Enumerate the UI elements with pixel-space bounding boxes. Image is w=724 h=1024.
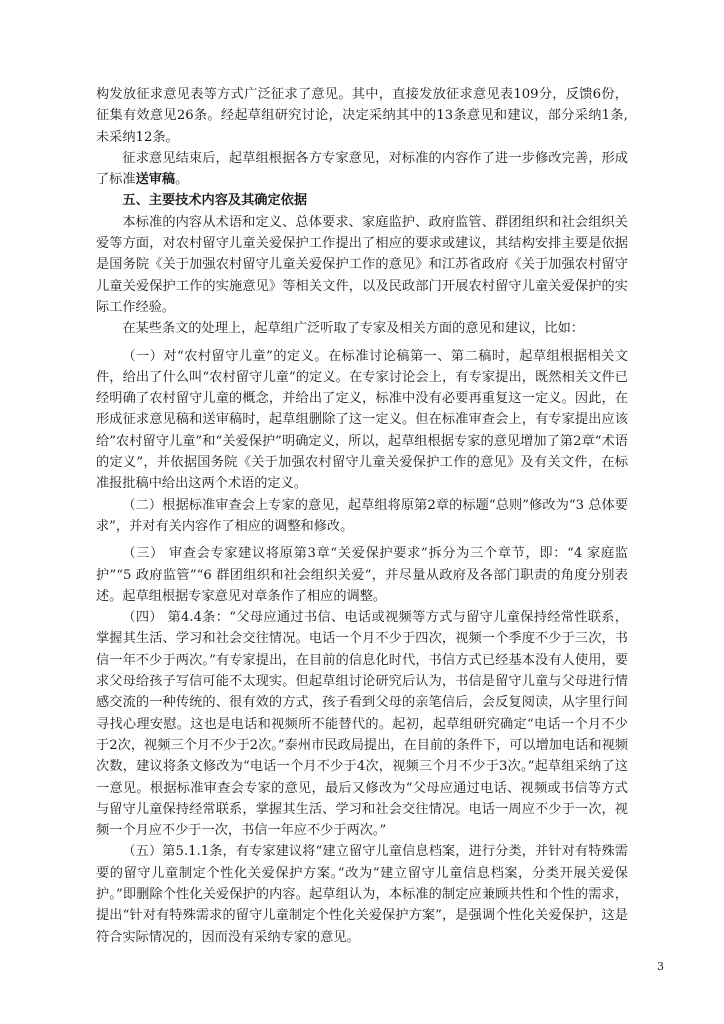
paragraph-expert-opinions: 在某些条文的处理上，起草组广泛听取了专家及相关方面的意见和建议，比如： — [122, 321, 584, 337]
paragraph-text: 征求意见结束后，起草组根据各方专家意见，对标准的内容作了进一步修改完善，形成了标准 — [96, 150, 628, 188]
page-number: 3 — [657, 960, 664, 973]
paragraph-item-4: （四） 第4.4条：“父母应通过书信、电话或视频等方式与留守儿童保持经常性联系，掌握其生活、学习和社会交往情况。电话一个月不少于四次，视频一个季度不少于三次，书信一年不少于两次。”有专家提出，在目前的信息化时代，书信方式已经基本没有人使用，要求父母给孩子写信可能不太现实。但起草组讨论研究后认为，书信是留守儿童与父母进行情感交流的一种传统的、很有效的方式，孩子看到父母的亲笔信后，会反复阅读，从字里行间寻找心理安慰。这也是电话和视频所不能替代的。起初，起草组研究确定“电话一个月不少于2次，视频三个月不少于2次。”泰州市民政局提出，在目前的条件下，可以增加电话和视频次数，建议将条文修改为“电话一个月不少于4次，视频三个月不少于3次。”起草组采纳了这一意见。根据标准审查会专家的意见，最后又修改为“父母应通过电话、视频或书信等方式与留守儿童保持经常联系，掌握其生活、学习和社会交往情况。电话一周应不少于一次，视频一个月应不少于一次，书信一年应不少于两次。” — [96, 610, 628, 839]
paragraph-feedback-summary: 构发放征求意见表等方式广泛征求了意见。其中，直接发放征求意见表109分，反馈6份，征集有效意见26条。经起草组研究讨论，决定采纳其中的13条意见和建议，部分采纳1条,未采纳12条。 — [96, 87, 628, 145]
bold-term: 送审稿 — [135, 172, 176, 188]
paragraph-item-2: （二）根据标准审查会上专家的意见，起草组将原第2章的标题“总则”修改为“3 总体要求”，并对有关内容作了相应的调整和修改。 — [96, 497, 628, 534]
section-heading: 五、主要技术内容及其确定依据 — [122, 193, 308, 209]
paragraph-item-5: （五）第5.1.1条，有专家建议将“建立留守儿童信息档案，进行分类，并针对有特殊需要的留守儿童制定个性化关爱保护方案。”改为“建立留守儿童信息档案，分类开展关爱保护。”即删除个性化关爱保护的内容。起草组认为，本标准的制定应兼顾共性和个性的需求，提出“针对有特殊需求的留守儿童制定个性化关爱保护方案”，是强调个性化关爱保护，这是符合实际情况的，因而没有采纳专家的意见。 — [96, 844, 628, 945]
paragraph-content-basis: 本标准的内容从术语和定义、总体要求、家庭监护、政府监管、群团组织和社会组织关爱等方面，对农村留守儿童关爱保护工作提出了相应的要求或建议，其结构安排主要是依据是国务院《关于加强农村留守儿童关爱保护工作的意见》和江苏省政府《关于加强农村留守儿童关爱保护工作的实施意见》等相关文件，以及民政部门开展农村留守儿童关爱保护的实际工作经验。 — [96, 214, 628, 315]
paragraph-text: 。 — [175, 172, 189, 188]
paragraph-item-3: （三） 审查会专家建议将原第3章“关爱保护要求”拆分为三个章节，即：“4 家庭监护”“5 政府监管”“6 群团组织和社会组织关爱”，并尽量从政府及各部门职责的角度分别表述。起草组根据专家意见对章条作了相应的调整。 — [96, 546, 628, 604]
paragraph-draft-formed — [96, 148, 628, 191]
paragraph-item-1: （一）对“农村留守儿童”的定义。在标准讨论稿第一、第二稿时，起草组根据相关文件，给出了什么叫“农村留守儿童”的定义。在专家讨论会上，有专家提出，既然相关文件已经明确了农村留守儿童的概念，并给出了定义，标准中没有必要再重复这一定义。因此，在形成征求意见稿和送审稿时，起草组删除了这一定义。但在标准审查会上，有专家提出应该给”农村留守儿童”和“关爱保护”明确定义，所以，起草组根据专家的意见增加了第2章“术语的定义”，并依据国务院《关于加强农村留守儿童关爱保护工作的意见》及有关文件，在标准报批稿中给出这两个术语的定义。 — [96, 348, 628, 492]
document-body — [96, 84, 628, 948]
